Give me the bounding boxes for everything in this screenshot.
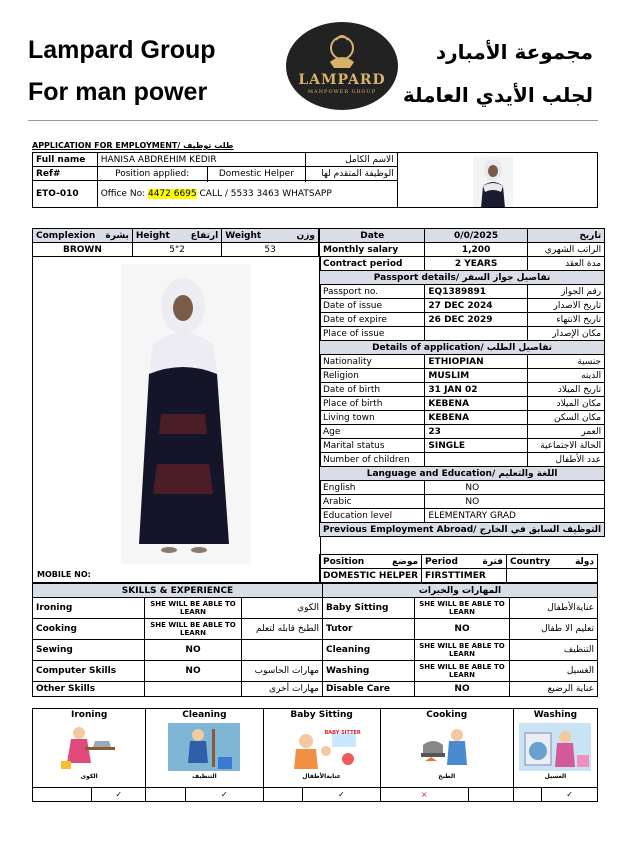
- passport-no-label: Passport no.: [320, 285, 425, 299]
- living-town-ar: مكان السكن: [527, 411, 604, 425]
- skill-disable-value: NO: [415, 682, 510, 697]
- pic-cooking-title: Cooking: [426, 710, 468, 720]
- skill-sewing-value: NO: [145, 640, 242, 661]
- office-rest: CALL / 5533 3463 WHATSAPP: [196, 189, 332, 199]
- skill-computer-label: Computer Skills: [33, 661, 145, 682]
- office-phone: [97, 181, 397, 208]
- applicant-table: [32, 152, 598, 208]
- skills-table: [32, 583, 598, 697]
- nationality-value: ETHIOPIAN: [425, 355, 527, 369]
- skill-washing-label: Washing: [323, 661, 415, 682]
- skill-ironing-label: Ironing: [33, 598, 145, 619]
- pic-cleaning-title: Cleaning: [182, 710, 227, 720]
- skill-disable-ar: عناية الرضيع: [510, 682, 598, 697]
- prev-period-value: FIRSTTIMER: [422, 569, 507, 583]
- pic-cleaning-ar: التنظيف: [192, 773, 217, 780]
- birth-date-ar: تاريخ الميلاد: [527, 383, 604, 397]
- company-name-ar-line1: مجموعة الأمبارد: [435, 40, 593, 64]
- full-name-value: HANISA ABDREHIM KEDIR: [97, 153, 305, 167]
- logo-subtitle: MANPOWER GROUP: [307, 89, 377, 95]
- company-name-en-line1: Lampard Group: [28, 36, 216, 64]
- mark-ironing: ✓: [92, 788, 146, 802]
- date-label: Date: [320, 229, 425, 243]
- expire-date-ar: تاريخ الانتهاء: [527, 313, 604, 327]
- issue-date-ar: تاريخ الاصدار: [527, 299, 604, 313]
- skill-sewing-label: Sewing: [33, 640, 145, 661]
- mark-blank-ironing: [33, 788, 92, 802]
- skill-other-label: Other Skills: [33, 682, 145, 697]
- company-logo: [286, 22, 398, 110]
- skill-ironing-ar: الكوي: [242, 598, 323, 619]
- skills-heading-en: SKILLS & EXPERIENCE: [33, 584, 323, 598]
- pic-cleaning-cell: [146, 709, 263, 788]
- living-town-value: KEBENA: [425, 411, 527, 425]
- prev-period-ar: فترة: [482, 556, 504, 567]
- complexion-ar: بشرة: [105, 230, 129, 241]
- marital-value: SINGLE: [425, 439, 527, 453]
- weight-header: [222, 229, 319, 243]
- full-body-photo: [121, 264, 251, 564]
- mark-blank-cooking: [468, 788, 513, 802]
- mark-blank-cleaning: [146, 788, 186, 802]
- nationality-label: Nationality: [320, 355, 425, 369]
- religion-ar: الدينه: [527, 369, 604, 383]
- pic-babysitting-title: Baby Sitting: [290, 710, 353, 720]
- complexion-label: Complexion: [36, 230, 96, 241]
- ref-label: Ref#: [33, 167, 98, 181]
- portrait-cell: [397, 153, 597, 208]
- nationality-ar: جنسية: [527, 355, 604, 369]
- passport-heading: Passport details/ تفاصيل جواز السفر: [320, 271, 605, 285]
- salary-label: Monthly salary: [320, 243, 425, 257]
- birth-place-ar: مكان الميلاد: [527, 397, 604, 411]
- prev-period-label: Period: [425, 556, 458, 567]
- issue-place-label: Place of issue: [320, 327, 425, 341]
- full-photo-frame: [32, 256, 321, 583]
- height-header: [132, 229, 221, 243]
- skill-cleaning-value: SHE WILL BE ABLE TO LEARN: [415, 640, 510, 661]
- prev-position-value: DOMESTIC HELPER: [320, 569, 422, 583]
- previous-heading: Previous Employment Abroad/ التوظيف السابق في الخارج: [320, 523, 605, 537]
- baby-sitter-text: BABY SITTER: [324, 730, 361, 736]
- skill-cleaning-label: Cleaning: [323, 640, 415, 661]
- birth-place-label: Place of birth: [320, 397, 425, 411]
- skill-babysitting-value: SHE WILL BE ABLE TO LEARN: [415, 598, 510, 619]
- mark-blank-washing: [513, 788, 541, 802]
- salary-ar: الراتب الشهري: [527, 243, 604, 257]
- skill-tutor-label: Tutor: [323, 619, 415, 640]
- weight-value: 53: [222, 243, 319, 257]
- passport-no-value: EQ1389891: [425, 285, 527, 299]
- height-ar: ارتفاع: [190, 230, 219, 241]
- age-label: Age: [320, 425, 425, 439]
- prev-country-value: [507, 569, 598, 583]
- physical-table: [32, 228, 319, 257]
- date-ar: تاريخ: [527, 229, 604, 243]
- mark-cooking: ×: [380, 788, 468, 802]
- height-value: 5"2: [132, 243, 221, 257]
- birth-place-value: KEBENA: [425, 397, 527, 411]
- period-ar: مدة العقد: [527, 257, 604, 271]
- cleaning-icon: [168, 723, 240, 771]
- height-label: Height: [135, 230, 170, 241]
- prev-country-header: [507, 555, 598, 569]
- date-value: 0/0/2025: [425, 229, 527, 243]
- skill-ironing-value: SHE WILL BE ABLE TO LEARN: [145, 598, 242, 619]
- weight-ar: وزن: [296, 230, 315, 241]
- logo-name: LAMPARD: [298, 72, 386, 88]
- prev-position-ar: موضع: [391, 556, 419, 567]
- marital-label: Marital status: [320, 439, 425, 453]
- office-prefix: Office No:: [100, 189, 148, 199]
- children-label: Number of children: [320, 453, 425, 467]
- pic-washing-ar: الغسيل: [544, 773, 567, 780]
- skill-cleaning-ar: التنظيف: [510, 640, 598, 661]
- skill-washing-ar: الغسيل: [510, 661, 598, 682]
- pic-babysitting-ar: عنايةالأطفال: [302, 773, 341, 780]
- mark-cleaning: ✓: [185, 788, 263, 802]
- english-label: English: [320, 481, 425, 495]
- prev-period-header: [422, 555, 507, 569]
- cooking-icon: [411, 723, 483, 771]
- children-value: [425, 453, 527, 467]
- office-number: 4472 6695: [147, 189, 197, 199]
- ref-value: ETO-010: [33, 181, 98, 208]
- skills-pictures-table: [32, 708, 598, 802]
- complexion-value: BROWN: [33, 243, 133, 257]
- skill-cooking-value: SHE WILL BE ABLE TO LEARN: [145, 619, 242, 640]
- skill-babysitting-label: Baby Sitting: [323, 598, 415, 619]
- application-title: APPLICATION FOR EMPLOYMENT/ طلب توظيف: [32, 141, 234, 150]
- position-ar: الوظيفة المتقدم لها: [306, 167, 398, 181]
- period-label: Contract period: [320, 257, 425, 271]
- mark-blank-babysitting: [263, 788, 303, 802]
- passport-no-ar: رقم الجواز: [527, 285, 604, 299]
- prev-country-label: Country: [510, 556, 551, 567]
- arabic-value: NO: [425, 495, 605, 509]
- portrait-photo: [473, 156, 513, 208]
- company-name-en-line2: For man power: [28, 78, 208, 106]
- mobile-label: MOBILE NO:: [37, 570, 91, 579]
- header-divider: [28, 120, 598, 121]
- prev-country-ar: دولة: [574, 556, 594, 567]
- mark-washing: ✓: [542, 788, 598, 802]
- logo-figure-icon: [286, 22, 398, 110]
- age-value: 23: [425, 425, 527, 439]
- education-label: Education level: [320, 509, 425, 523]
- skills-heading-ar: المهارات والخبرات: [323, 584, 598, 598]
- skill-cooking-label: Cooking: [33, 619, 145, 640]
- expire-date-value: 26 DEC 2029: [425, 313, 527, 327]
- english-value: NO: [425, 481, 605, 495]
- pic-ironing-ar: الكوى: [80, 773, 98, 780]
- pic-ironing-cell: [33, 709, 146, 788]
- skill-other-ar: مهارات أخرى: [242, 682, 323, 697]
- salary-value: 1,200: [425, 243, 527, 257]
- washing-icon: [519, 723, 591, 771]
- period-value: 2 YEARS: [425, 257, 527, 271]
- skill-computer-ar: مهارات الحاسوب: [242, 661, 323, 682]
- position-label: Position applied:: [97, 167, 207, 181]
- details-heading: Details of application/ تفاصيل الطلب: [320, 341, 605, 355]
- skill-washing-value: SHE WILL BE ABLE TO LEARN: [415, 661, 510, 682]
- pic-washing-cell: [513, 709, 597, 788]
- full-name-ar: الاسم الكامل: [306, 153, 398, 167]
- issue-place-value: [425, 327, 527, 341]
- weight-label: Weight: [225, 230, 262, 241]
- company-name-ar-line2: لجلب الأيدي العاملة: [402, 83, 593, 107]
- full-name-label: Full name: [33, 153, 98, 167]
- skill-cooking-ar: الطبخ قابله لتعلم: [242, 619, 323, 640]
- expire-date-label: Date of expire: [320, 313, 425, 327]
- issue-date-value: 27 DEC 2024: [425, 299, 527, 313]
- mark-babysitting: ✓: [303, 788, 381, 802]
- birth-date-label: Date of birth: [320, 383, 425, 397]
- pic-cooking-cell: [380, 709, 513, 788]
- marital-ar: الحالة الاجتماعية: [527, 439, 604, 453]
- education-value: ELEMENTARY GRAD: [425, 509, 605, 523]
- children-ar: عدد الأطفال: [527, 453, 604, 467]
- skill-sewing-ar: [242, 640, 323, 661]
- prev-position-label: Position: [323, 556, 365, 567]
- pic-ironing-title: Ironing: [71, 710, 108, 720]
- skill-babysitting-ar: عنايةالأطفال: [510, 598, 598, 619]
- issue-place-ar: مكان الإصدار: [527, 327, 604, 341]
- skill-computer-value: NO: [145, 661, 242, 682]
- skill-tutor-ar: تعليم الا طفال: [510, 619, 598, 640]
- skill-other-value: [145, 682, 242, 697]
- living-town-label: Living town: [320, 411, 425, 425]
- complexion-header: [33, 229, 133, 243]
- previous-table: [319, 554, 598, 583]
- pic-babysitting-cell: [263, 709, 380, 788]
- pic-washing-title: Washing: [533, 710, 578, 720]
- religion-value: MUSLIM: [425, 369, 527, 383]
- prev-position-header: [320, 555, 422, 569]
- birth-date-value: 31 JAN 02: [425, 383, 527, 397]
- skill-tutor-value: NO: [415, 619, 510, 640]
- age-ar: العمر: [527, 425, 604, 439]
- language-heading: Language and Education/ اللغة والتعليم: [320, 467, 605, 481]
- position-value: Domestic Helper: [207, 167, 305, 181]
- arabic-label: Arabic: [320, 495, 425, 509]
- ironing-icon: [59, 723, 119, 771]
- religion-label: Religion: [320, 369, 425, 383]
- skill-disable-label: Disable Care: [323, 682, 415, 697]
- issue-date-label: Date of issue: [320, 299, 425, 313]
- pic-cooking-ar: الطبخ: [438, 773, 456, 780]
- details-table: [319, 228, 605, 537]
